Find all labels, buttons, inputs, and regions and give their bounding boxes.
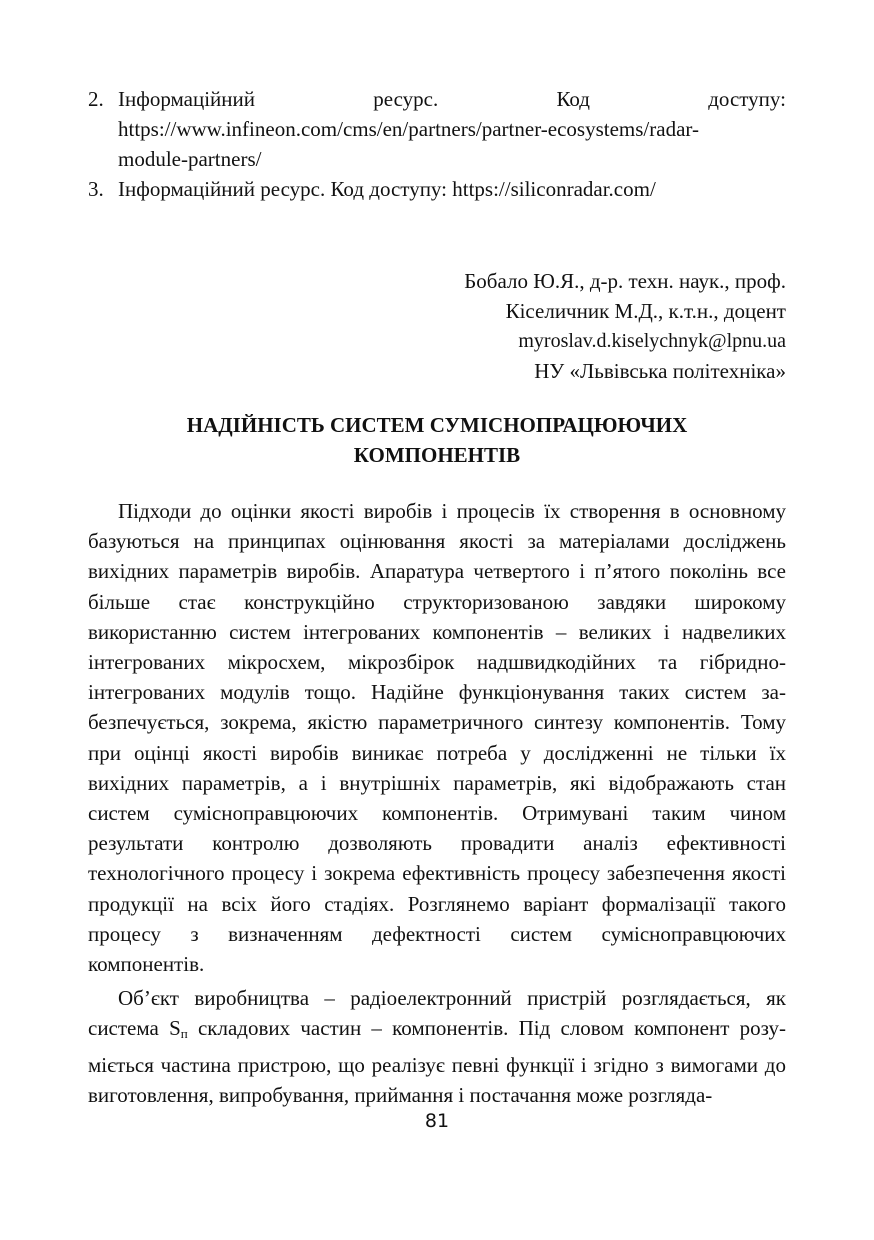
body-paragraph: Підходи до оцінки якості виробів і процесів їх створення в основному базуються на принципах оцінювання якості за матеріалами досліджень вихідних параметрів виробів. Апаратура четвертого і п’ятого поколінь все більше стає конструкційно структоризованою завдяки широкому використанню систем інтегрованих компонентів – великих і надвеликих інтегрованих мікросхем, мікрозбірок надшвидкодійних та гібридно-інтегрованих модулів тощо. Надійне функціонування таких систем забезпечується, зокрема, якістю параметричного синтезу компонентів. Тому при оцінці якості виробів виникає потреба у дослідженні не тільки їх вихідних параметрів, а і внутрішніх параметрів, які відображають стан систем сумісноправцюючих компонентів. Отримувані таким чином результати контролю дозволяють провадити аналіз ефективності технологічного процесу і зокрема ефективність процесу забезпечення якості продукції на всіх його стадіях. Розглянемо варіант формалізації такого процесу з визначенням дефектності систем сумісноправцюючих компонентів. xyxy=(88,499,786,977)
author-block xyxy=(88,266,786,386)
math-symbol: S xyxy=(169,1016,181,1041)
page-number: 81 xyxy=(424,1110,450,1132)
paragraph-text: Об’єкт виробництва – радіоелектронний пристрій розглядається, як система xyxy=(88,986,786,1041)
reference-word: ресурс. xyxy=(373,87,439,111)
reference-word: доступу: xyxy=(708,87,786,111)
reference-list xyxy=(88,84,786,204)
reference-number: 3. xyxy=(88,177,104,201)
math-subscript: п xyxy=(180,1026,188,1042)
reference-url[interactable]: https://www.infineon.com/cms/en/partners/partner-ecosystems/radar- xyxy=(118,117,699,141)
reference-item xyxy=(88,174,786,204)
reference-number: 2. xyxy=(88,87,104,111)
author-affiliation: НУ «Львівська політехніка» xyxy=(534,359,786,383)
title-line: НАДІЙНІСТЬ СИСТЕМ СУМІСНОПРАЦЮЮЧИХ xyxy=(186,413,688,437)
article-title xyxy=(88,410,786,470)
paragraph-text: складових частин – компонентів. Під словом компонент розуміється частина пристрою, що реалізує певні функції і згідно з вимогами до виготовлення, випробування, приймання і постачання може розгляда- xyxy=(88,1016,786,1107)
title-line: КОМПОНЕНТІВ xyxy=(353,443,521,467)
author-email[interactable]: myroslav.d.kiselychnyk@lpnu.ua xyxy=(518,330,786,352)
body-paragraph xyxy=(88,983,786,1110)
page-content xyxy=(88,84,786,1110)
reference-word: Інформаційний xyxy=(118,87,256,111)
reference-line xyxy=(118,84,786,114)
reference-url-continued[interactable]: module-partners/ xyxy=(118,147,262,171)
reference-text: Інформаційний ресурс. Код доступу: https://siliconradar.com/ xyxy=(118,177,656,201)
reference-text xyxy=(118,84,786,174)
reference-item xyxy=(88,84,786,174)
reference-word: Код xyxy=(556,87,590,111)
author-name: Бобало Ю.Я., д-р. техн. наук., проф. xyxy=(464,269,786,293)
author-name: Кіселичник М.Д., к.т.н., доцент xyxy=(505,299,786,323)
